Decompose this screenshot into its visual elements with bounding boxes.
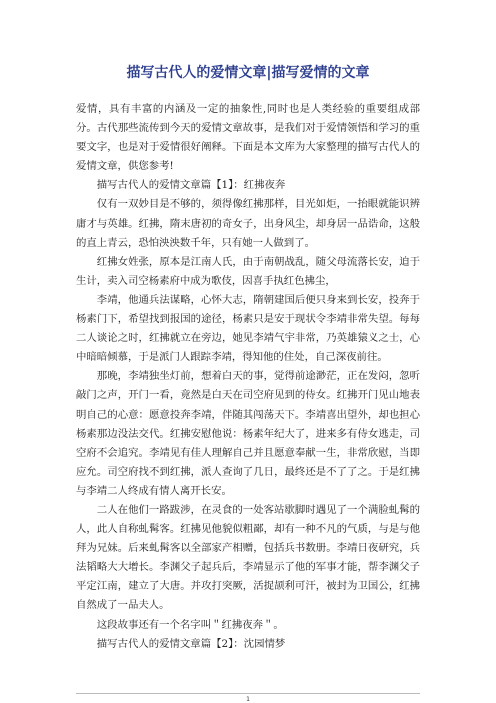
body-paragraph: 那晚，李靖独坐灯前，想着白天的事，觉得前途渺茫，正在发闷，忽听敲门之声，开门一看，竟然是白天在司空府见到的侍女。红拂开门见山地表明自己的心意：愿意投奔李靖，伴随其闯荡天下。李靖喜出望外，却也担心杨素那边没法交代。红拂安慰他说：杨素年纪大了，进来多有侍女逃走，司空府不会追究。李靖见有佳人理解自己并且愿意奉献一生，非常欣慰，当即应允。司空府找不到红拂，派人查询了几日，最终还是不了了之。于是红拂与李靖二人终成有情人离开长安。 xyxy=(76,370,420,497)
body-paragraph: 二人在他们一路跋涉，在灵食的一处客站歇脚时遇见了一个满脸虬髯的人，此人自称虬髯客。红拂见他貌似粗鄙，却有一种不凡的气质，与是与他拜为兄妹。后来虬髯客以全部家产相赠，包括兵书数册。李靖日夜研究，兵法韬略大大增长。李渊父子起兵后，李靖显示了他的军事才能，帮李渊父子平定江南，建立了大唐。并攻打突厥，活捉颉利可汗，被封为卫国公，红拂自然成了一品夫人。 xyxy=(76,503,420,612)
body-paragraph: 李靖，他通兵法谋略，心怀大志，隋朝建国后便只身来到长安，投奔于杨素门下，希望找到报国的途径，杨素只是安于现状令李靖非常失望。每每二人谈论之时，红拂就立在旁边，她见李靖气宇非常，乃英雄猿义之士，心中暗暗倾慕，于是派门人跟踪李靖，得知他的住处，自己深夜前往。 xyxy=(76,293,420,364)
body-paragraph: 这段故事还有一个名字叫＂红拂夜奔＂。 xyxy=(96,618,284,631)
page-number: 1 xyxy=(246,696,250,703)
section-heading-2: 描写古代人的爱情文章篇【2】：沈园情梦 xyxy=(96,637,286,650)
document-page xyxy=(76,62,420,654)
footer-divider xyxy=(76,693,420,694)
body-paragraph: 红拂女姓张，原本是江南人氏，由于南朝战乱，随父母流落长安，迫于生计，卖入司空杨素府中成为歌伎，因喜手执红色拂尘， xyxy=(76,255,420,287)
intro-paragraph: 爱情，具有丰富的内涵及一定的抽象性,同时也是人类经验的重要组成部分。古代那些流传到今天的爱情文章故事，是我们对于爱情领悟和学习的重要文字，也是对于爱情很好阐释。下面是本文库为大家整理的描写古代人的爱情文章，供您参考! xyxy=(76,103,420,173)
section-heading-1: 描写古代人的爱情文章篇【1】：红拂夜奔 xyxy=(96,179,286,192)
document-title: 描写古代人的爱情文章|描写爱情的文章 xyxy=(126,65,370,81)
body-paragraph: 仅有一双妙目是不够的，须得像红拂那样，目光如炬，一抬眼就能识辨庸才与英雄。红拂，隋末唐初的奇女子，出身风尘，却身居一品诰命，这般的直上青云，恐怕泱泱数千年，只有她一人做到了。 xyxy=(76,198,420,249)
